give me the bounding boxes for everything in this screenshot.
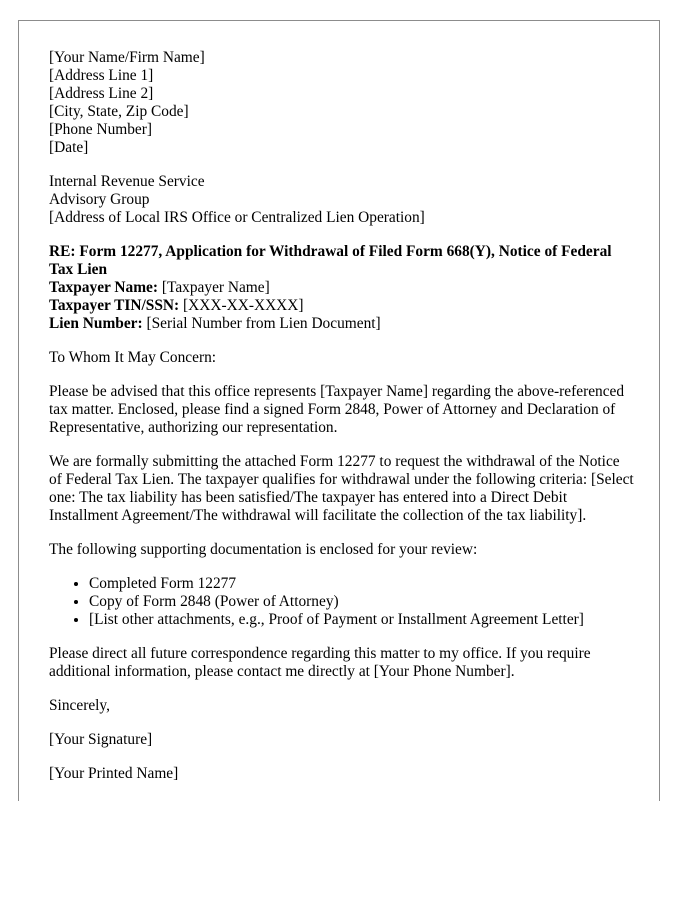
taxpayer-tin-row <box>49 297 635 315</box>
paragraph-representation: Please be advised that this office represents [Taxpayer Name] regarding the above-referenced tax matter. Enclosed, please find a signed Form 2848, Power of Attorney and Declaration of Representative, authorizing our representation. <box>49 383 625 436</box>
sender-phone: [Phone Number] <box>49 121 153 138</box>
sender-address-line-1: [Address Line 1] <box>49 67 154 84</box>
taxpayer-name-label: Taxpayer Name: <box>49 279 159 296</box>
attachment-item: • Completed Form 12277 <box>89 575 635 593</box>
sender-block <box>49 49 635 157</box>
recipient-line-1: Internal Revenue Service <box>49 173 205 190</box>
recipient-line-3: [Address of Local IRS Office or Centralized Lien Operation] <box>49 209 425 226</box>
sender-address-line-2: [Address Line 2] <box>49 85 154 102</box>
paragraph-correspondence: Please direct all future correspondence regarding this matter to my office. If you require additional information, please contact me directly at [Your Phone Number]. <box>49 645 591 680</box>
paragraph-request: We are formally submitting the attached Form 12277 to request the withdrawal of the Notice of Federal Tax Lien. The taxpayer qualifies for withdrawal under the following criteria: [Select one: The tax liability has been satisfied/The taxpayer has entered into a Direct Debit Installment Agreement/The withdrawal will facilitate the collection of the tax liability]. <box>49 453 634 524</box>
lien-number-row <box>49 315 635 333</box>
salutation: To Whom It May Concern: <box>49 349 217 366</box>
lien-number-value: [Serial Number from Lien Document] <box>142 315 381 332</box>
attachment-item: • [List other attachments, e.g., Proof of Payment or Installment Agreement Letter] <box>89 611 635 629</box>
printed-name-placeholder: [Your Printed Name] <box>49 765 179 782</box>
taxpayer-tin-value: [XXX-XX-XXXX] <box>179 297 304 314</box>
sender-city-state-zip: [City, State, Zip Code] <box>49 103 189 120</box>
paragraph-documentation-intro: The following supporting documentation is enclosed for your review: <box>49 541 478 558</box>
recipient-line-2: Advisory Group <box>49 191 150 208</box>
subject-re: RE: Form 12277, Application for Withdrawal of Filed Form 668(Y), Notice of Federal Tax Lien <box>49 243 612 278</box>
taxpayer-name-row <box>49 279 635 297</box>
recipient-block <box>49 173 635 227</box>
sender-name: [Your Name/Firm Name] <box>49 49 205 66</box>
attachment-item: • Copy of Form 2848 (Power of Attorney) <box>89 593 635 611</box>
letter-date: [Date] <box>49 139 89 156</box>
letter-page <box>18 20 660 801</box>
valediction: Sincerely, <box>49 697 110 714</box>
signature-placeholder: [Your Signature] <box>49 731 153 748</box>
letter-content <box>49 49 635 799</box>
taxpayer-name-value: [Taxpayer Name] <box>158 279 270 296</box>
attachment-list <box>49 575 635 629</box>
taxpayer-tin-label: Taxpayer TIN/SSN: <box>49 297 180 314</box>
lien-number-label: Lien Number: <box>49 315 143 332</box>
subject-block <box>49 243 635 333</box>
